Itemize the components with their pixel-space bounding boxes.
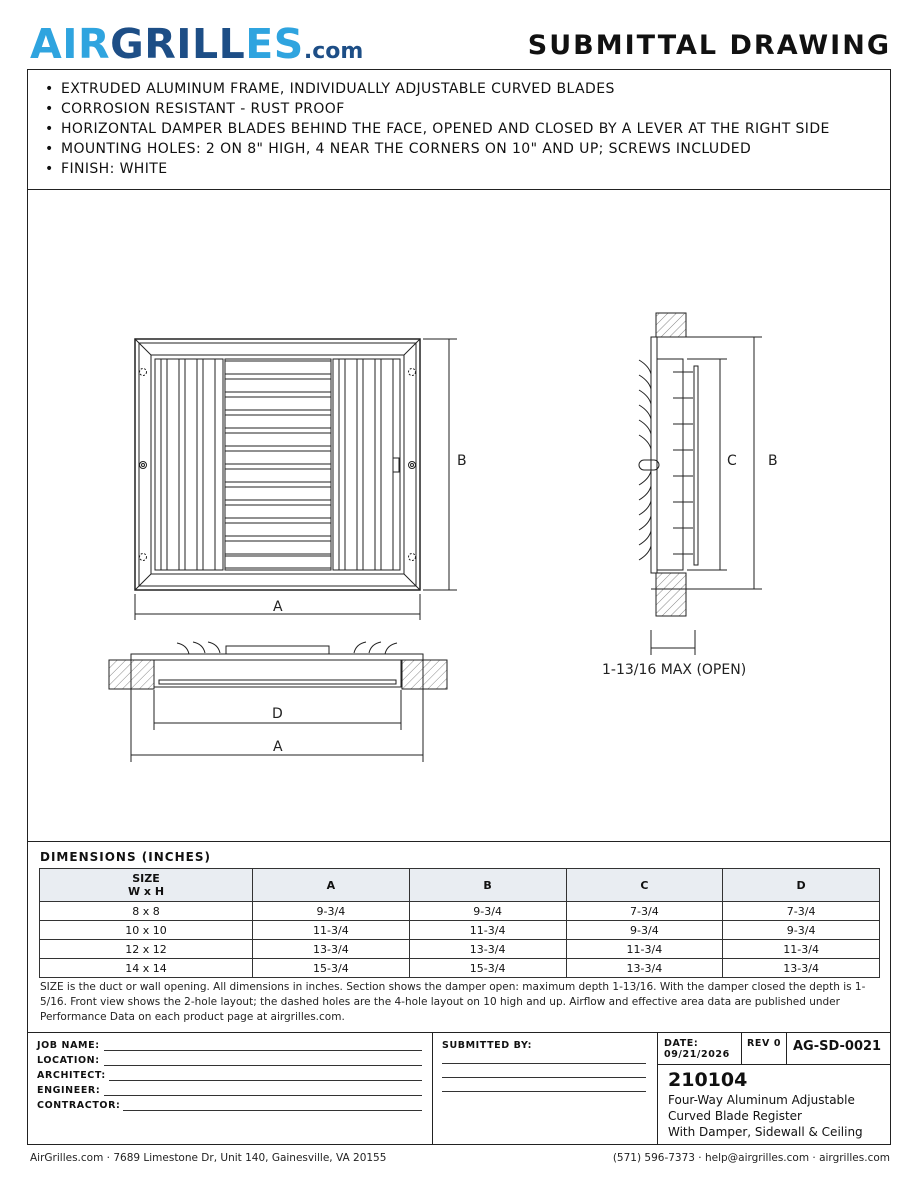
header-size: SIZE W x H <box>40 869 253 902</box>
cell: 11-3/4 <box>409 921 566 940</box>
cell: 15-3/4 <box>253 959 410 978</box>
rev-label: REV 0 <box>747 1038 782 1049</box>
header-d: D <box>723 869 880 902</box>
feature-item: • CORROSION RESISTANT - RUST PROOF <box>61 99 891 119</box>
label-b-front: B <box>457 453 467 469</box>
depth-note: 1-13/16 MAX (OPEN) <box>602 662 747 678</box>
feature-item: • MOUNTING HOLES: 2 ON 8" HIGH, 4 NEAR THE CORNERS ON 10" AND UP; SCREWS INCLUDED <box>61 139 891 159</box>
header-b: B <box>409 869 566 902</box>
field-job-name: JOB NAME: <box>37 1040 100 1051</box>
cell: 7-3/4 <box>566 902 723 921</box>
label-b-section: B <box>768 453 778 469</box>
cell: 13-3/4 <box>253 940 410 959</box>
rev-cell <box>742 1033 787 1065</box>
contractor-line[interactable] <box>123 1110 422 1111</box>
cell: 11-3/4 <box>566 940 723 959</box>
description-line: Four-Way Aluminum Adjustable <box>668 1093 855 1107</box>
cell: 12 x 12 <box>40 940 253 959</box>
technical-drawing <box>27 190 891 842</box>
sheet-title: SUBMITTAL DRAWING <box>527 30 891 61</box>
feature-item: • FINISH: WHITE <box>61 159 891 179</box>
cell: 13-3/4 <box>566 959 723 978</box>
submitted-line[interactable] <box>442 1091 646 1092</box>
submitted-by-box <box>433 1033 658 1145</box>
submitted-by-label: SUBMITTED BY: <box>442 1040 533 1051</box>
date-cell <box>658 1033 742 1065</box>
header-c: C <box>566 869 723 902</box>
model-description <box>668 1092 863 1140</box>
doc-number: AG-SD-0021 <box>793 1039 882 1054</box>
label-a-plan: A <box>273 739 283 755</box>
date-label: DATE: <box>664 1038 699 1049</box>
feature-item: • EXTRUDED ALUMINUM FRAME, INDIVIDUALLY ADJUSTABLE CURVED BLADES <box>61 79 891 99</box>
logo-text-es: ES <box>245 20 304 68</box>
field-architect: ARCHITECT: <box>37 1070 106 1081</box>
job-info <box>27 1033 433 1145</box>
cell: 11-3/4 <box>723 940 880 959</box>
location-line[interactable] <box>104 1065 422 1066</box>
table-header-row <box>40 869 880 902</box>
airgrilles-logo <box>30 22 363 74</box>
model-number: 210104 <box>668 1069 748 1091</box>
table-row <box>40 902 880 921</box>
dimensions-note: SIZE is the duct or wall opening. All dimensions in inches. Section shows the damper open: maximum depth 1-13/16. With the damper closed the depth is 1-5/16. Front view shows the 2-hole layout; the dashed holes are the 4-hole layout on 10 high and up. Airflow and effective area data are published under Performance Data on each product page at airgrilles.com. <box>40 981 866 1023</box>
field-contractor: CONTRACTOR: <box>37 1100 121 1111</box>
footer-contact: (571) 596-7373 · help@airgrilles.com · airgrilles.com <box>612 1152 890 1164</box>
doc-number-cell <box>787 1033 891 1065</box>
description-line: With Damper, Sidewall & Ceiling <box>668 1125 863 1139</box>
description-line: Curved Blade Register <box>668 1109 802 1123</box>
feature-list <box>41 79 891 179</box>
cell: 9-3/4 <box>253 902 410 921</box>
cell: 7-3/4 <box>723 902 880 921</box>
cell: 13-3/4 <box>723 959 880 978</box>
engineer-line[interactable] <box>104 1095 422 1096</box>
cell: 15-3/4 <box>409 959 566 978</box>
label-a-front: A <box>273 599 283 615</box>
document-info <box>658 1033 891 1145</box>
table-row <box>40 959 880 978</box>
field-location: LOCATION: <box>37 1055 100 1066</box>
cell: 9-3/4 <box>566 921 723 940</box>
cell: 8 x 8 <box>40 902 253 921</box>
feature-item: • HORIZONTAL DAMPER BLADES BEHIND THE FACE, OPENED AND CLOSED BY A LEVER AT THE RIGHT SIDE <box>61 119 891 139</box>
dimensions-table <box>39 868 880 978</box>
feature-notes <box>27 69 891 190</box>
front-view <box>135 339 457 620</box>
footer-address: AirGrilles.com · 7689 Limestone Dr, Unit 140, Gainesville, VA 20155 <box>30 1152 387 1164</box>
dimensions-title: DIMENSIONS (INCHES) <box>40 850 211 864</box>
label-d-plan: D <box>272 706 283 722</box>
title-block <box>27 1032 891 1145</box>
cell: 9-3/4 <box>723 921 880 940</box>
submitted-line[interactable] <box>442 1063 646 1064</box>
architect-line[interactable] <box>109 1080 422 1081</box>
submitted-line[interactable] <box>442 1077 646 1078</box>
cell: 10 x 10 <box>40 921 253 940</box>
drawing-area <box>27 190 891 842</box>
logo-text-grill: GRILL <box>110 20 246 68</box>
section-view <box>639 313 762 655</box>
logo-text-com: .com <box>303 39 364 64</box>
field-engineer: ENGINEER: <box>37 1085 101 1096</box>
table-row <box>40 921 880 940</box>
table-row <box>40 940 880 959</box>
date-value: 09/21/2026 <box>664 1049 730 1060</box>
cell: 11-3/4 <box>253 921 410 940</box>
cell: 14 x 14 <box>40 959 253 978</box>
header-a: A <box>253 869 410 902</box>
job-name-line[interactable] <box>104 1050 422 1051</box>
dimension-labels <box>272 453 778 755</box>
cell: 9-3/4 <box>409 902 566 921</box>
cell: 13-3/4 <box>409 940 566 959</box>
logo-text-air: AIR <box>30 20 111 68</box>
label-c-section: C <box>727 453 737 469</box>
